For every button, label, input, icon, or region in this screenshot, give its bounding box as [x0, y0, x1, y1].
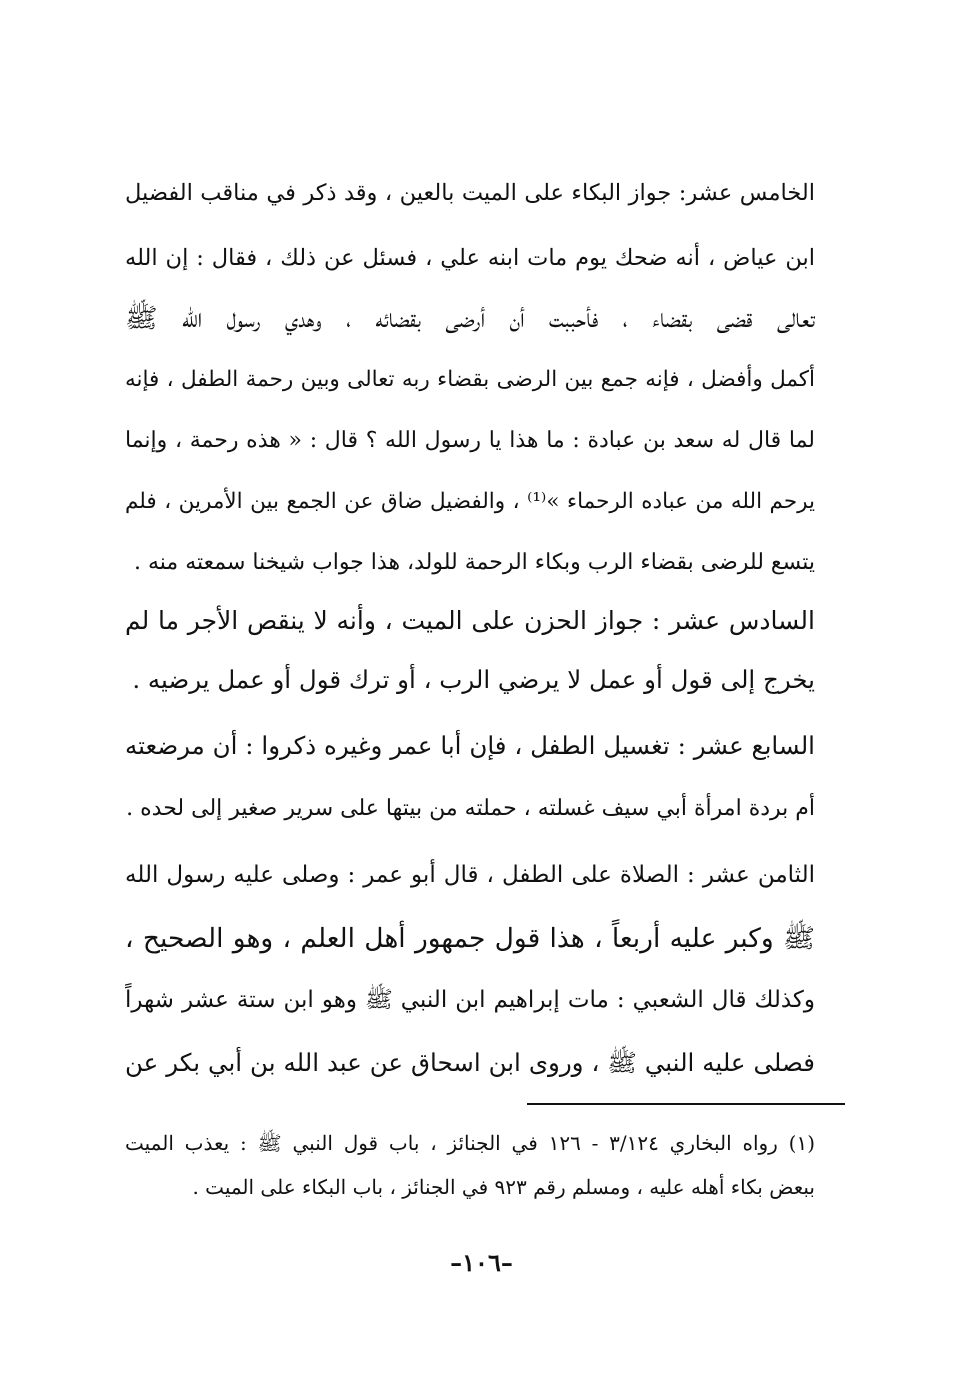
- body-line-4: أكمل وأفضل ، فإنه جمع بين الرضى بقضاء ربه تعالى وبين رحمة الطفل ، فإنه: [125, 367, 815, 392]
- body-line-11: أم بردة امرأة أبي سيف غسلته ، حملته من بيتها على سرير صغير إلى لحده .: [126, 796, 815, 821]
- body-line-6: يرحم الله من عباده الرحماء »⁽¹⁾ ، والفضيل ضاق عن الجمع بين الأمرين ، فلم: [125, 489, 815, 514]
- body-line-12: الثامن عشر : الصلاة على الطفل ، قال أبو عمر : وصلى عليه رسول الله: [125, 862, 815, 888]
- footnote-separator: [527, 1103, 845, 1105]
- body-line-13: ﷺ وكبر عليه أربعاً ، هذا قول جمهور أهل العلم ، وهو الصحيح ،: [125, 923, 815, 954]
- body-line-7: يتسع للرضى بقضاء الرب وبكاء الرحمة للولد، هذا جواب شيخنا سمعته منه .: [134, 550, 815, 575]
- body-line-14: وكذلك قال الشعبي : مات إبراهيم ابن النبي ﷺ وهو ابن ستة عشر شهراً: [125, 987, 815, 1013]
- body-line-15: فصلى عليه النبي ﷺ ، وروى ابن اسحاق عن عبد الله بن أبي بكر عن: [125, 1048, 815, 1077]
- footnote-line-2: ببعض بكاء أهله عليه ، ومسلم رقم ٩٢٣ في الجنائز ، باب البكاء على الميت .: [192, 1175, 815, 1199]
- page-number: –١٠٦–: [450, 1248, 513, 1277]
- body-line-9: يخرج إلى قول أو عمل لا يرضي الرب ، أو ترك قول أو عمل يرضيه .: [132, 665, 815, 694]
- body-line-2: ابن عياض ، أنه ضحك يوم مات ابنه علي ، فسئل عن ذلك ، فقال : إن الله: [125, 245, 815, 271]
- body-line-5: لما قال له سعد بن عبادة : ما هذا يا رسول الله ؟ قال : « هذه رحمة ، وإنما: [125, 428, 815, 453]
- footnote-line-1: (١) رواه البخاري ٣/١٢٤ - ١٢٦ في الجنائز ، باب قول النبي ﷺ : يعذب الميت: [125, 1131, 815, 1155]
- body-line-1: الخامس عشر: جواز البكاء على الميت بالعين ، وقد ذكر في مناقب الفضيل: [125, 180, 815, 206]
- body-line-3: تعالى قضى بقضاء ، فأحببت أن أرضى بقضائه ، وهدي رسول الله ﷺ: [125, 303, 815, 334]
- body-line-8: السادس عشر : جواز الحزن على الميت ، وأنه لا ينقص الأجر ما لم: [125, 606, 815, 635]
- body-line-10: السابع عشر : تغسيل الطفل ، فإن أبا عمر وغيره ذكروا : أن مرضعته: [125, 731, 815, 760]
